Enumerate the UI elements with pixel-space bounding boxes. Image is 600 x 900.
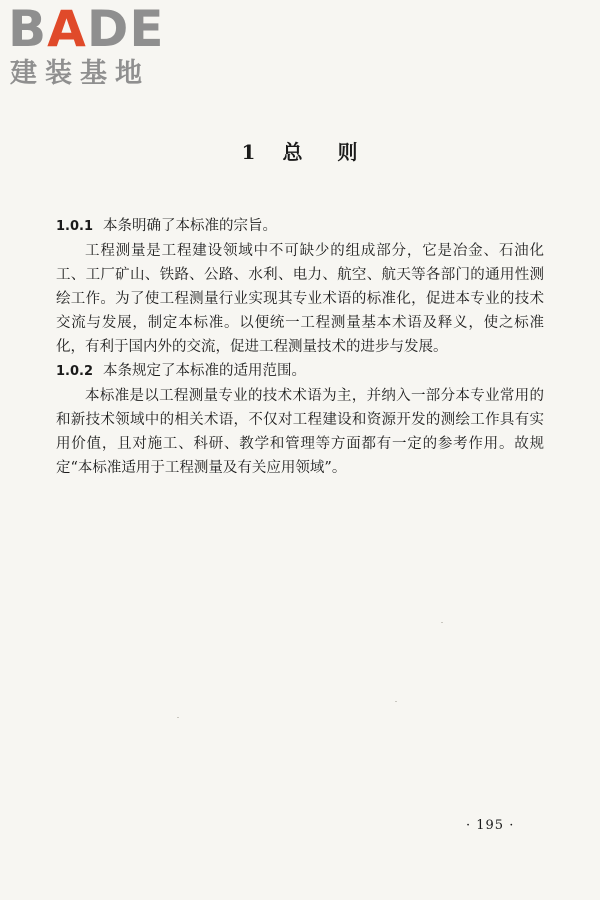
- chapter-title-char-1: 总: [282, 140, 304, 164]
- document-body: [56, 214, 544, 480]
- logo-subtitle: 建装基地: [10, 58, 150, 89]
- scan-speck: [395, 701, 397, 702]
- clause-heading-text: 本条规定了本标准的适用范围。: [103, 363, 307, 379]
- scan-speck: [177, 717, 179, 718]
- chapter-title-char-2: 则: [337, 140, 359, 164]
- clause-body: 本标准是以工程测量专业的技术术语为主，并纳入一部分本专业常用的和新技术领域中的相关术语，不仅对工程建设和资源开发的测绘工作具有实用价值，且对施工、科研、教学和管理等方面都有一定的参考作用。故规定“本标准适用于工程测量及有关应用领域”。: [56, 388, 544, 476]
- clause-heading: [56, 214, 544, 239]
- scan-speck: [441, 622, 443, 623]
- bade-logo: [8, 0, 183, 96]
- clause-heading: [56, 359, 544, 384]
- logo-letters-de: DE: [86, 0, 165, 58]
- logo-wordmark: [8, 0, 165, 58]
- clause-body: 工程测量是工程建设领域中不可缺少的组成部分，它是冶金、石油化工、工厂矿山、铁路、公路、水利、电力、航空、航天等各部门的通用性测绘工作。为了使工程测量行业实现其专业术语的标准化，促进本专业的技术交流与发展，制定本标准。以便统一工程测量基本术语及释义，使之标准化，有利于国内外的交流，促进工程测量技术的进步与发展。: [56, 243, 544, 355]
- page-number: · 195 ·: [466, 818, 515, 833]
- logo-letter-a-accent: A: [47, 0, 87, 58]
- chapter-number: 1: [241, 140, 257, 164]
- chapter-title: [0, 136, 600, 165]
- clause-heading-text: 本条明确了本标准的宗旨。: [103, 218, 278, 234]
- clause-number: 1.0.1: [56, 219, 94, 234]
- clause-number: 1.0.2: [56, 364, 94, 379]
- logo-letter-b: B: [8, 0, 48, 58]
